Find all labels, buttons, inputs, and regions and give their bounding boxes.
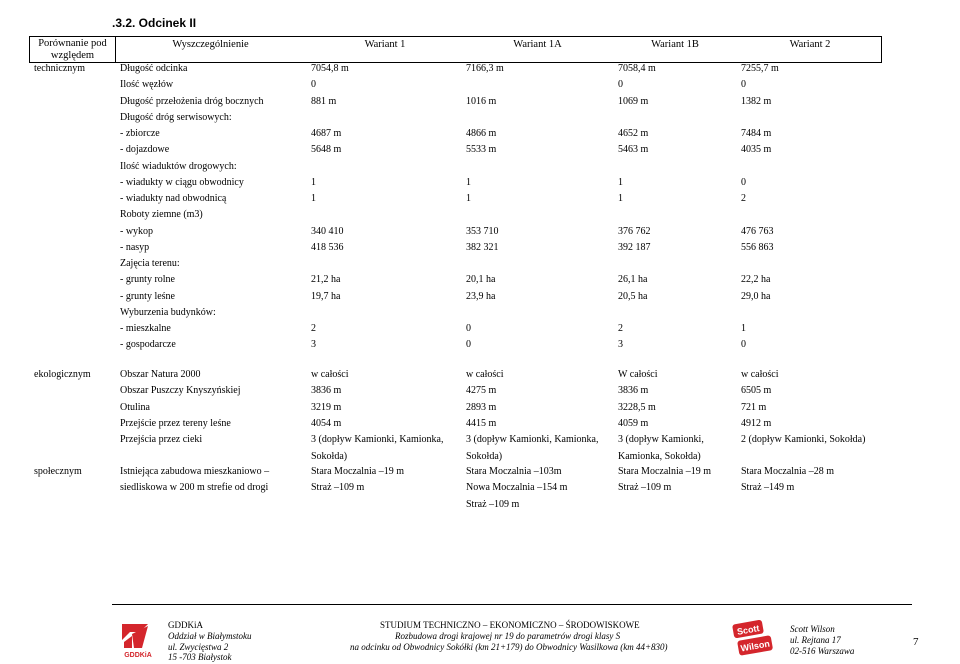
header-v2: Wariant 2 bbox=[789, 39, 831, 50]
gddkia-logo-text: GDDKiA bbox=[124, 652, 152, 659]
footer-company-line3: 02-516 Warszawa bbox=[790, 646, 855, 656]
tech-row-cell-label: - wiadukty w ciągu obwodnicy bbox=[120, 176, 244, 188]
eco-row-cell-v2: 721 m bbox=[741, 401, 767, 413]
tech-row-cell-v1: 2 bbox=[311, 323, 316, 334]
tech-row-cell-v1b: 7058,4 m bbox=[618, 63, 656, 74]
tech-row-cell-v1b: 1069 m bbox=[618, 95, 649, 107]
tech-row-cell-label: - nasyp bbox=[120, 241, 150, 253]
tech-row-cell-v1b: 26,1 ha bbox=[618, 274, 648, 286]
social-row-cell-v1: Straż –109 m bbox=[311, 482, 365, 494]
tech-row-cell-v1b: 0 bbox=[618, 79, 623, 91]
tech-row-cell-label: - zbiorcze bbox=[120, 128, 160, 139]
tech-row-cell-label: - grunty rolne bbox=[120, 274, 175, 286]
footer-org-line2: Oddział w Białymstoku bbox=[168, 631, 252, 641]
eco-row-cell-v1a: w całości bbox=[466, 369, 504, 380]
tech-row-cell-v1b: 20,5 ha bbox=[618, 290, 648, 302]
section-title: .3.2. Odcinek II bbox=[112, 16, 197, 30]
eco-row-cell-v1b: 4059 m bbox=[618, 417, 649, 429]
eco-row-cell-v2: 2 (dopływ Kamionki, Sokołda) bbox=[741, 434, 866, 446]
social-row-cell-v1b: Stara Moczalnia –19 m bbox=[618, 466, 712, 477]
tech-row-cell-label: - grunty leśne bbox=[120, 290, 175, 302]
footer-rule bbox=[112, 604, 912, 605]
social-row-cell-label: Istniejąca zabudowa mieszkaniowo – bbox=[120, 466, 270, 477]
footer-study-title: STUDIUM TECHNICZNO – EKONOMICZNO – ŚRODOWISKOWE bbox=[380, 620, 640, 630]
header-v1a: Wariant 1A bbox=[513, 39, 562, 50]
tech-row-cell-v1a: 0 bbox=[466, 339, 471, 351]
tech-row-cell-v1a: 4866 m bbox=[466, 128, 497, 139]
tech-row-cell-v1: 418 536 bbox=[311, 241, 344, 253]
footer-company-name: Scott Wilson bbox=[790, 624, 835, 634]
header-divider-1 bbox=[115, 36, 116, 63]
tech-row-cell-v2: 2 bbox=[741, 193, 746, 204]
eco-row-cell-label: Obszar Puszczy Knyszyńskiej bbox=[120, 385, 241, 397]
eco-row-cell-v1a: Sokołda) bbox=[466, 450, 503, 462]
tech-row-cell-v1a: 5533 m bbox=[466, 144, 497, 156]
tech-row-cell-label: - mieszkalne bbox=[120, 323, 171, 334]
social-row-cell-v1a: Straż –109 m bbox=[466, 498, 520, 510]
tech-row-cell-v2: 0 bbox=[741, 339, 746, 351]
tech-row-cell-label: Długość przełożenia dróg bocznych bbox=[120, 95, 264, 107]
tech-row-cell-v1a: 20,1 ha bbox=[466, 274, 496, 286]
social-row-cell-label: siedliskowa w 200 m strefie od drogi bbox=[120, 482, 269, 494]
tech-row-cell-label: Długość dróg serwisowych: bbox=[120, 111, 232, 123]
tech-row-cell-v1a: 7166,3 m bbox=[466, 63, 504, 74]
eco-row-cell-v1a: 2893 m bbox=[466, 401, 497, 413]
tech-row-cell-label: - dojazdowe bbox=[120, 144, 170, 156]
eco-row-cell-v1: w całości bbox=[311, 369, 349, 380]
eco-row-cell-v2: 4912 m bbox=[741, 417, 772, 429]
eco-row-cell-v1b: W całości bbox=[618, 369, 658, 380]
scott-wilson-logo-icon bbox=[730, 618, 780, 660]
social-row-cell-v1a: Stara Moczalnia –103m bbox=[466, 466, 562, 477]
tech-row-cell-v1a: 382 321 bbox=[466, 241, 499, 253]
tech-row-cell-label: Długość odcinka bbox=[120, 63, 188, 74]
footer-org-line3: ul. Zwycięstwa 2 bbox=[168, 642, 229, 652]
tech-row-cell-label: - wiadukty nad obwodnicą bbox=[120, 193, 227, 204]
eco-row-cell-label: Otulina bbox=[120, 401, 150, 413]
eco-row-cell-label: Przejście przez tereny leśne bbox=[120, 417, 231, 429]
social-row-cell-v1a: Nowa Moczalnia –154 m bbox=[466, 482, 568, 494]
tech-row-cell-v1a: 353 710 bbox=[466, 225, 499, 237]
footer-org-line4: 15 -703 Białystok bbox=[168, 652, 232, 662]
tech-row-cell-v1: 3 bbox=[311, 339, 316, 351]
tech-row-cell-v1b: 4652 m bbox=[618, 128, 649, 139]
tech-row-cell-v1b: 392 187 bbox=[618, 241, 651, 253]
tech-row-cell-v1: 1 bbox=[311, 193, 316, 204]
tech-row-cell-v1: 0 bbox=[311, 79, 316, 91]
footer-company-line2: ul. Rejtana 17 bbox=[790, 635, 841, 645]
eco-row-cell-v1: 3836 m bbox=[311, 385, 342, 397]
eco-row-cell-v1a: 3 (dopływ Kamionki, Kamionka, bbox=[466, 434, 599, 446]
tech-row-cell-v1a: 23,9 ha bbox=[466, 290, 496, 302]
tech-row-cell-v1a: 1 bbox=[466, 176, 471, 188]
tech-row-cell-v1: 1 bbox=[311, 176, 316, 188]
eco-row-cell-v2: 6505 m bbox=[741, 385, 772, 397]
tech-row-cell-v1: 340 410 bbox=[311, 225, 344, 237]
tech-row-cell-v2: 0 bbox=[741, 176, 746, 188]
eco-row-cell-v1a: 4415 m bbox=[466, 417, 497, 429]
tech-row-cell-v2: 29,0 ha bbox=[741, 290, 771, 302]
page-number: 7 bbox=[913, 636, 919, 648]
gddkia-logo-icon bbox=[118, 618, 158, 660]
tech-row-cell-v1b: 5463 m bbox=[618, 144, 649, 156]
tech-row-cell-v2: 476 763 bbox=[741, 225, 774, 237]
tech-row-cell-label: Ilość węzłów bbox=[120, 79, 174, 91]
tech-row-cell-v1b: 1 bbox=[618, 176, 623, 188]
tech-row-cell-v1a: 0 bbox=[466, 323, 471, 334]
eco-row-cell-label: Przejścia przez cieki bbox=[120, 434, 203, 446]
tech-row-cell-v2: 7484 m bbox=[741, 128, 772, 139]
tech-row-cell-label: - wykop bbox=[120, 225, 154, 237]
tech-row-cell-v1b: 2 bbox=[618, 323, 623, 334]
tech-row-cell-v2: 22,2 ha bbox=[741, 274, 771, 286]
tech-row-cell-v1b: 376 762 bbox=[618, 225, 651, 237]
footer-org-name: GDDKiA bbox=[168, 620, 203, 630]
eco-row-cell-label: Obszar Natura 2000 bbox=[120, 369, 201, 380]
eco-row-cell-v1: Sokołda) bbox=[311, 450, 348, 462]
sw-logo-text-1: Scott bbox=[736, 623, 761, 637]
tech-row-cell-label: Wyburzenia budynków: bbox=[120, 306, 216, 318]
header-comparison: Porównanie pod względem bbox=[38, 38, 107, 61]
tech-row-cell-v1: 21,2 ha bbox=[311, 274, 341, 286]
social-row-cell-v1b: Straż –109 m bbox=[618, 482, 672, 494]
eco-row-cell-v2: w całości bbox=[741, 369, 779, 380]
tech-row-cell-v1b: 3 bbox=[618, 339, 623, 351]
tech-row-cell-v2: 1382 m bbox=[741, 95, 772, 107]
tech-row-cell-label: Zajęcia terenu: bbox=[120, 258, 180, 269]
tech-row-cell-label: Roboty ziemne (m3) bbox=[120, 209, 203, 221]
eco-row-cell-v1: 3219 m bbox=[311, 401, 342, 413]
eco-row-cell-v1b: 3 (dopływ Kamionki, bbox=[618, 434, 704, 446]
tech-row-cell-v1b: 1 bbox=[618, 193, 623, 204]
tech-row-cell-v1a: 1 bbox=[466, 193, 471, 204]
tech-row-cell-v1: 5648 m bbox=[311, 144, 342, 156]
eco-row-cell-v1b: 3836 m bbox=[618, 385, 649, 397]
eco-row-cell-v1b: 3228,5 m bbox=[618, 401, 656, 413]
tech-row-cell-v1: 19,7 ha bbox=[311, 290, 341, 302]
tech-row-cell-v1: 881 m bbox=[311, 95, 337, 107]
group-ecological: ekologicznym bbox=[34, 369, 91, 380]
header-spec: Wyszczególnienie bbox=[172, 39, 249, 50]
tech-row-cell-v1: 4687 m bbox=[311, 128, 342, 139]
table-right-border bbox=[881, 36, 882, 63]
eco-row-cell-v1: 4054 m bbox=[311, 417, 342, 429]
social-row-cell-v1: Stara Moczalnia –19 m bbox=[311, 466, 405, 477]
footer-study-line3: na odcinku od Obwodnicy Sokółki (km 21+179) do Obwodnicy Wasilkowa (km 44+830) bbox=[350, 642, 668, 652]
eco-row-cell-v1: 3 (dopływ Kamionki, Kamionka, bbox=[311, 434, 444, 446]
group-social: społecznym bbox=[34, 466, 82, 477]
header-v1: Wariant 1 bbox=[364, 39, 406, 50]
social-row-cell-v2: Stara Moczalnia –28 m bbox=[741, 466, 835, 477]
sw-logo-text-2: Wilson bbox=[739, 638, 771, 654]
tech-row-cell-label: - gospodarcze bbox=[120, 339, 176, 351]
tech-row-cell-v1: 7054,8 m bbox=[311, 63, 349, 74]
group-technical: technicznym bbox=[34, 63, 86, 74]
tech-row-cell-v2: 1 bbox=[741, 323, 746, 334]
header-v1b: Wariant 1B bbox=[651, 39, 699, 50]
tech-row-cell-v2: 556 863 bbox=[741, 241, 774, 253]
eco-row-cell-v1a: 4275 m bbox=[466, 385, 497, 397]
eco-row-cell-v1b: Kamionka, Sokołda) bbox=[618, 450, 701, 462]
tech-row-cell-v2: 4035 m bbox=[741, 144, 772, 156]
tech-row-cell-v1a: 1016 m bbox=[466, 95, 497, 107]
table-top-border bbox=[29, 36, 882, 37]
footer-study-line2: Rozbudowa drogi krajowej nr 19 do parametrów drogi klasy S bbox=[395, 631, 621, 641]
tech-row-cell-v2: 0 bbox=[741, 79, 746, 91]
tech-row-cell-label: Ilość wiaduktów drogowych: bbox=[120, 160, 237, 172]
social-row-cell-v2: Straż –149 m bbox=[741, 482, 795, 494]
tech-row-cell-v2: 7255,7 m bbox=[741, 63, 779, 74]
